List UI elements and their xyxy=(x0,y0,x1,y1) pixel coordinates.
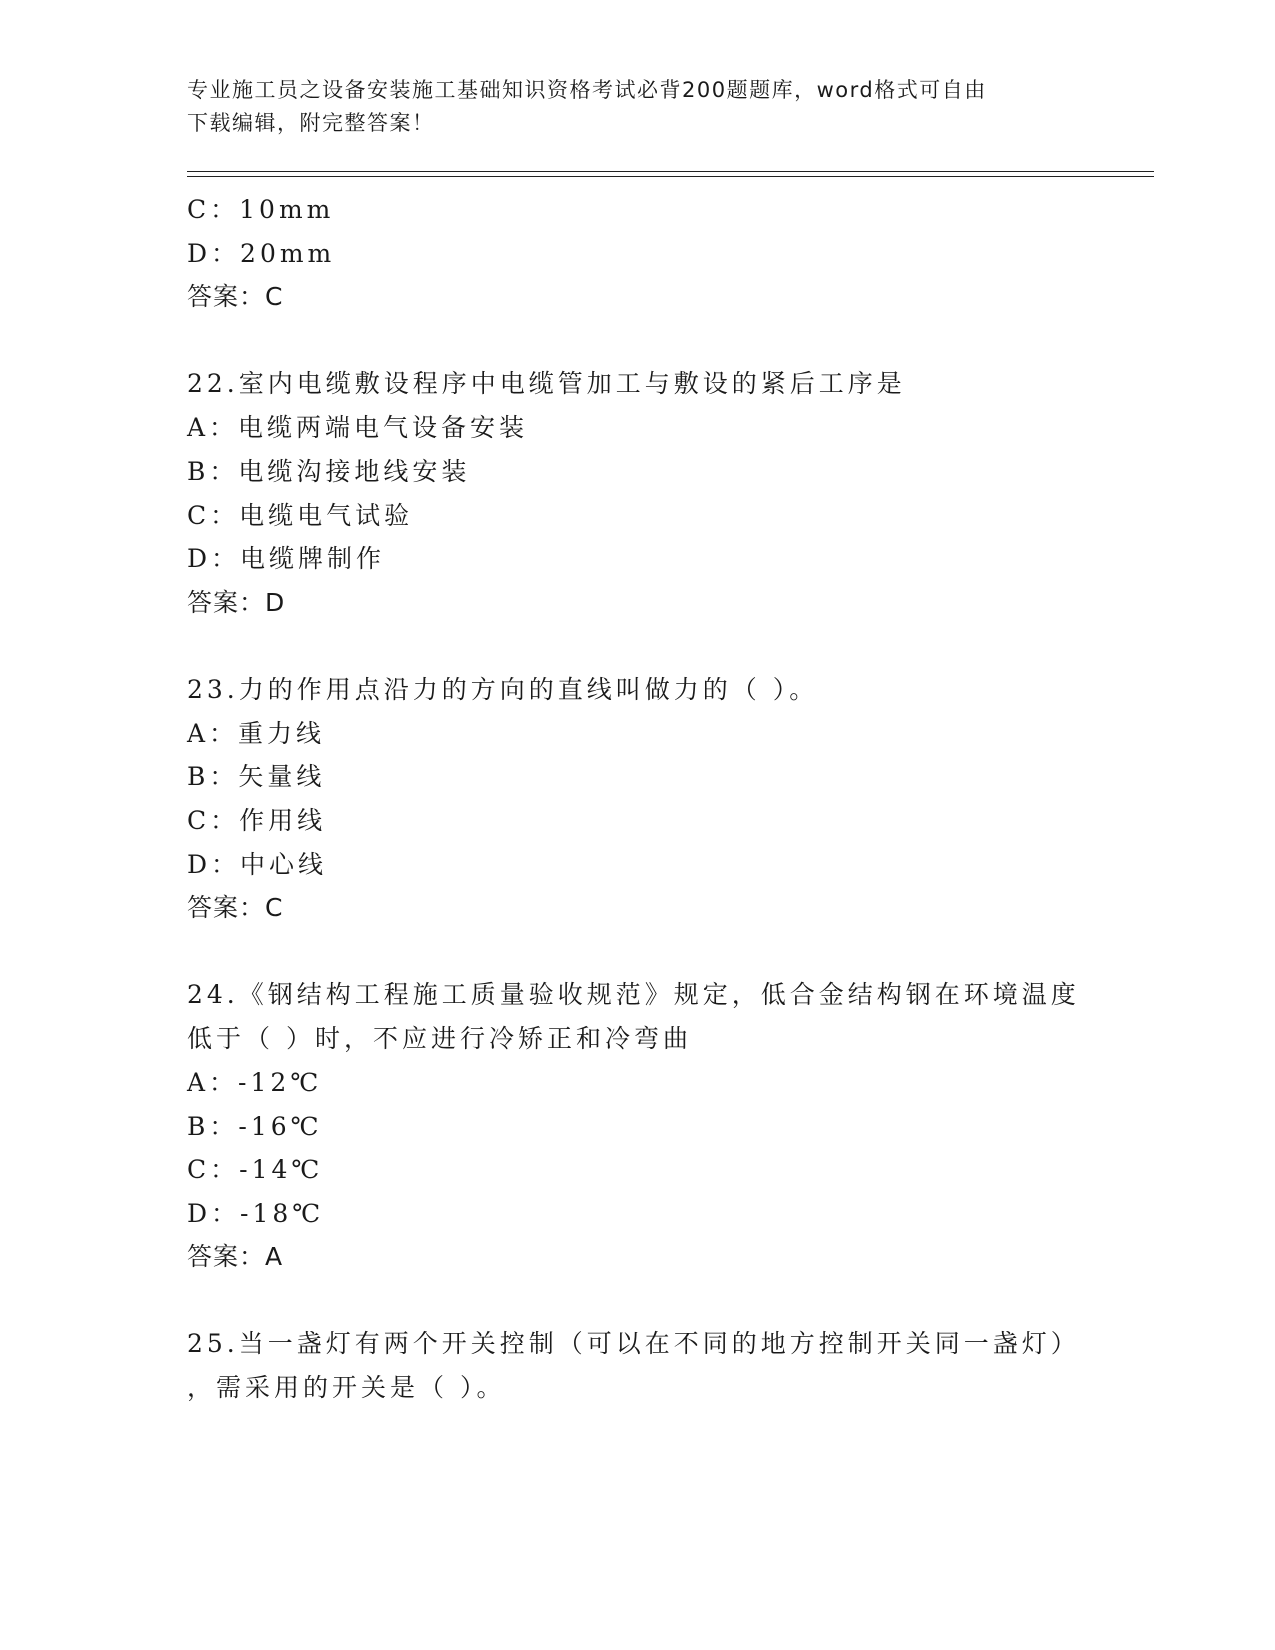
header-rule-top xyxy=(187,171,1154,172)
q24-question-line-2: 低于（ ）时，不应进行冷矫正和冷弯曲 xyxy=(187,1024,692,1053)
q22-option-d: D：电缆牌制作 xyxy=(187,544,386,573)
q22-option-a: A：电缆两端电气设备安装 xyxy=(187,413,529,442)
q24-option-b: B：-16℃ xyxy=(187,1112,323,1141)
q25-question-line-2: ，需采用的开关是（ ）。 xyxy=(187,1373,506,1402)
q25-question-line-1: 25.当一盏灯有两个开关控制（可以在不同的地方控制开关同一盏灯） xyxy=(187,1329,1080,1358)
q21-option-d: D：20mm xyxy=(187,239,336,268)
q23-option-a: A：重力线 xyxy=(187,719,326,748)
q23-answer: 答案：C xyxy=(187,893,284,922)
q24-answer: 答案：A xyxy=(187,1242,284,1271)
q22-option-c: C：电缆电气试验 xyxy=(187,501,414,530)
q24-option-a: A：-12℃ xyxy=(187,1068,323,1097)
header-title-line-2: 下载编辑，附完整答案！ xyxy=(187,111,435,135)
q24-option-d: D：-18℃ xyxy=(187,1199,325,1228)
q24-question-line-1: 24.《钢结构工程施工质量验收规范》规定，低合金结构钢在环境温度 xyxy=(187,980,1080,1009)
header-title-line-1: 专业施工员之设备安装施工基础知识资格考试必背200题题库，word格式可自由 xyxy=(187,78,987,102)
q24-option-c: C：-14℃ xyxy=(187,1155,324,1184)
q23-option-c: C：作用线 xyxy=(187,806,327,835)
header-rule-bottom xyxy=(187,176,1154,177)
q23-question: 23.力的作用点沿力的方向的直线叫做力的（ ）。 xyxy=(187,675,819,704)
q22-answer: 答案：D xyxy=(187,588,286,617)
q21-option-c: C：10mm xyxy=(187,195,335,224)
q23-option-d: D：中心线 xyxy=(187,850,328,879)
q22-option-b: B：电缆沟接地线安装 xyxy=(187,457,471,486)
q23-option-b: B：矢量线 xyxy=(187,762,326,791)
q21-answer: 答案：C xyxy=(187,282,284,311)
q22-question: 22.室内电缆敷设程序中电缆管加工与敷设的紧后工序是 xyxy=(187,369,906,398)
